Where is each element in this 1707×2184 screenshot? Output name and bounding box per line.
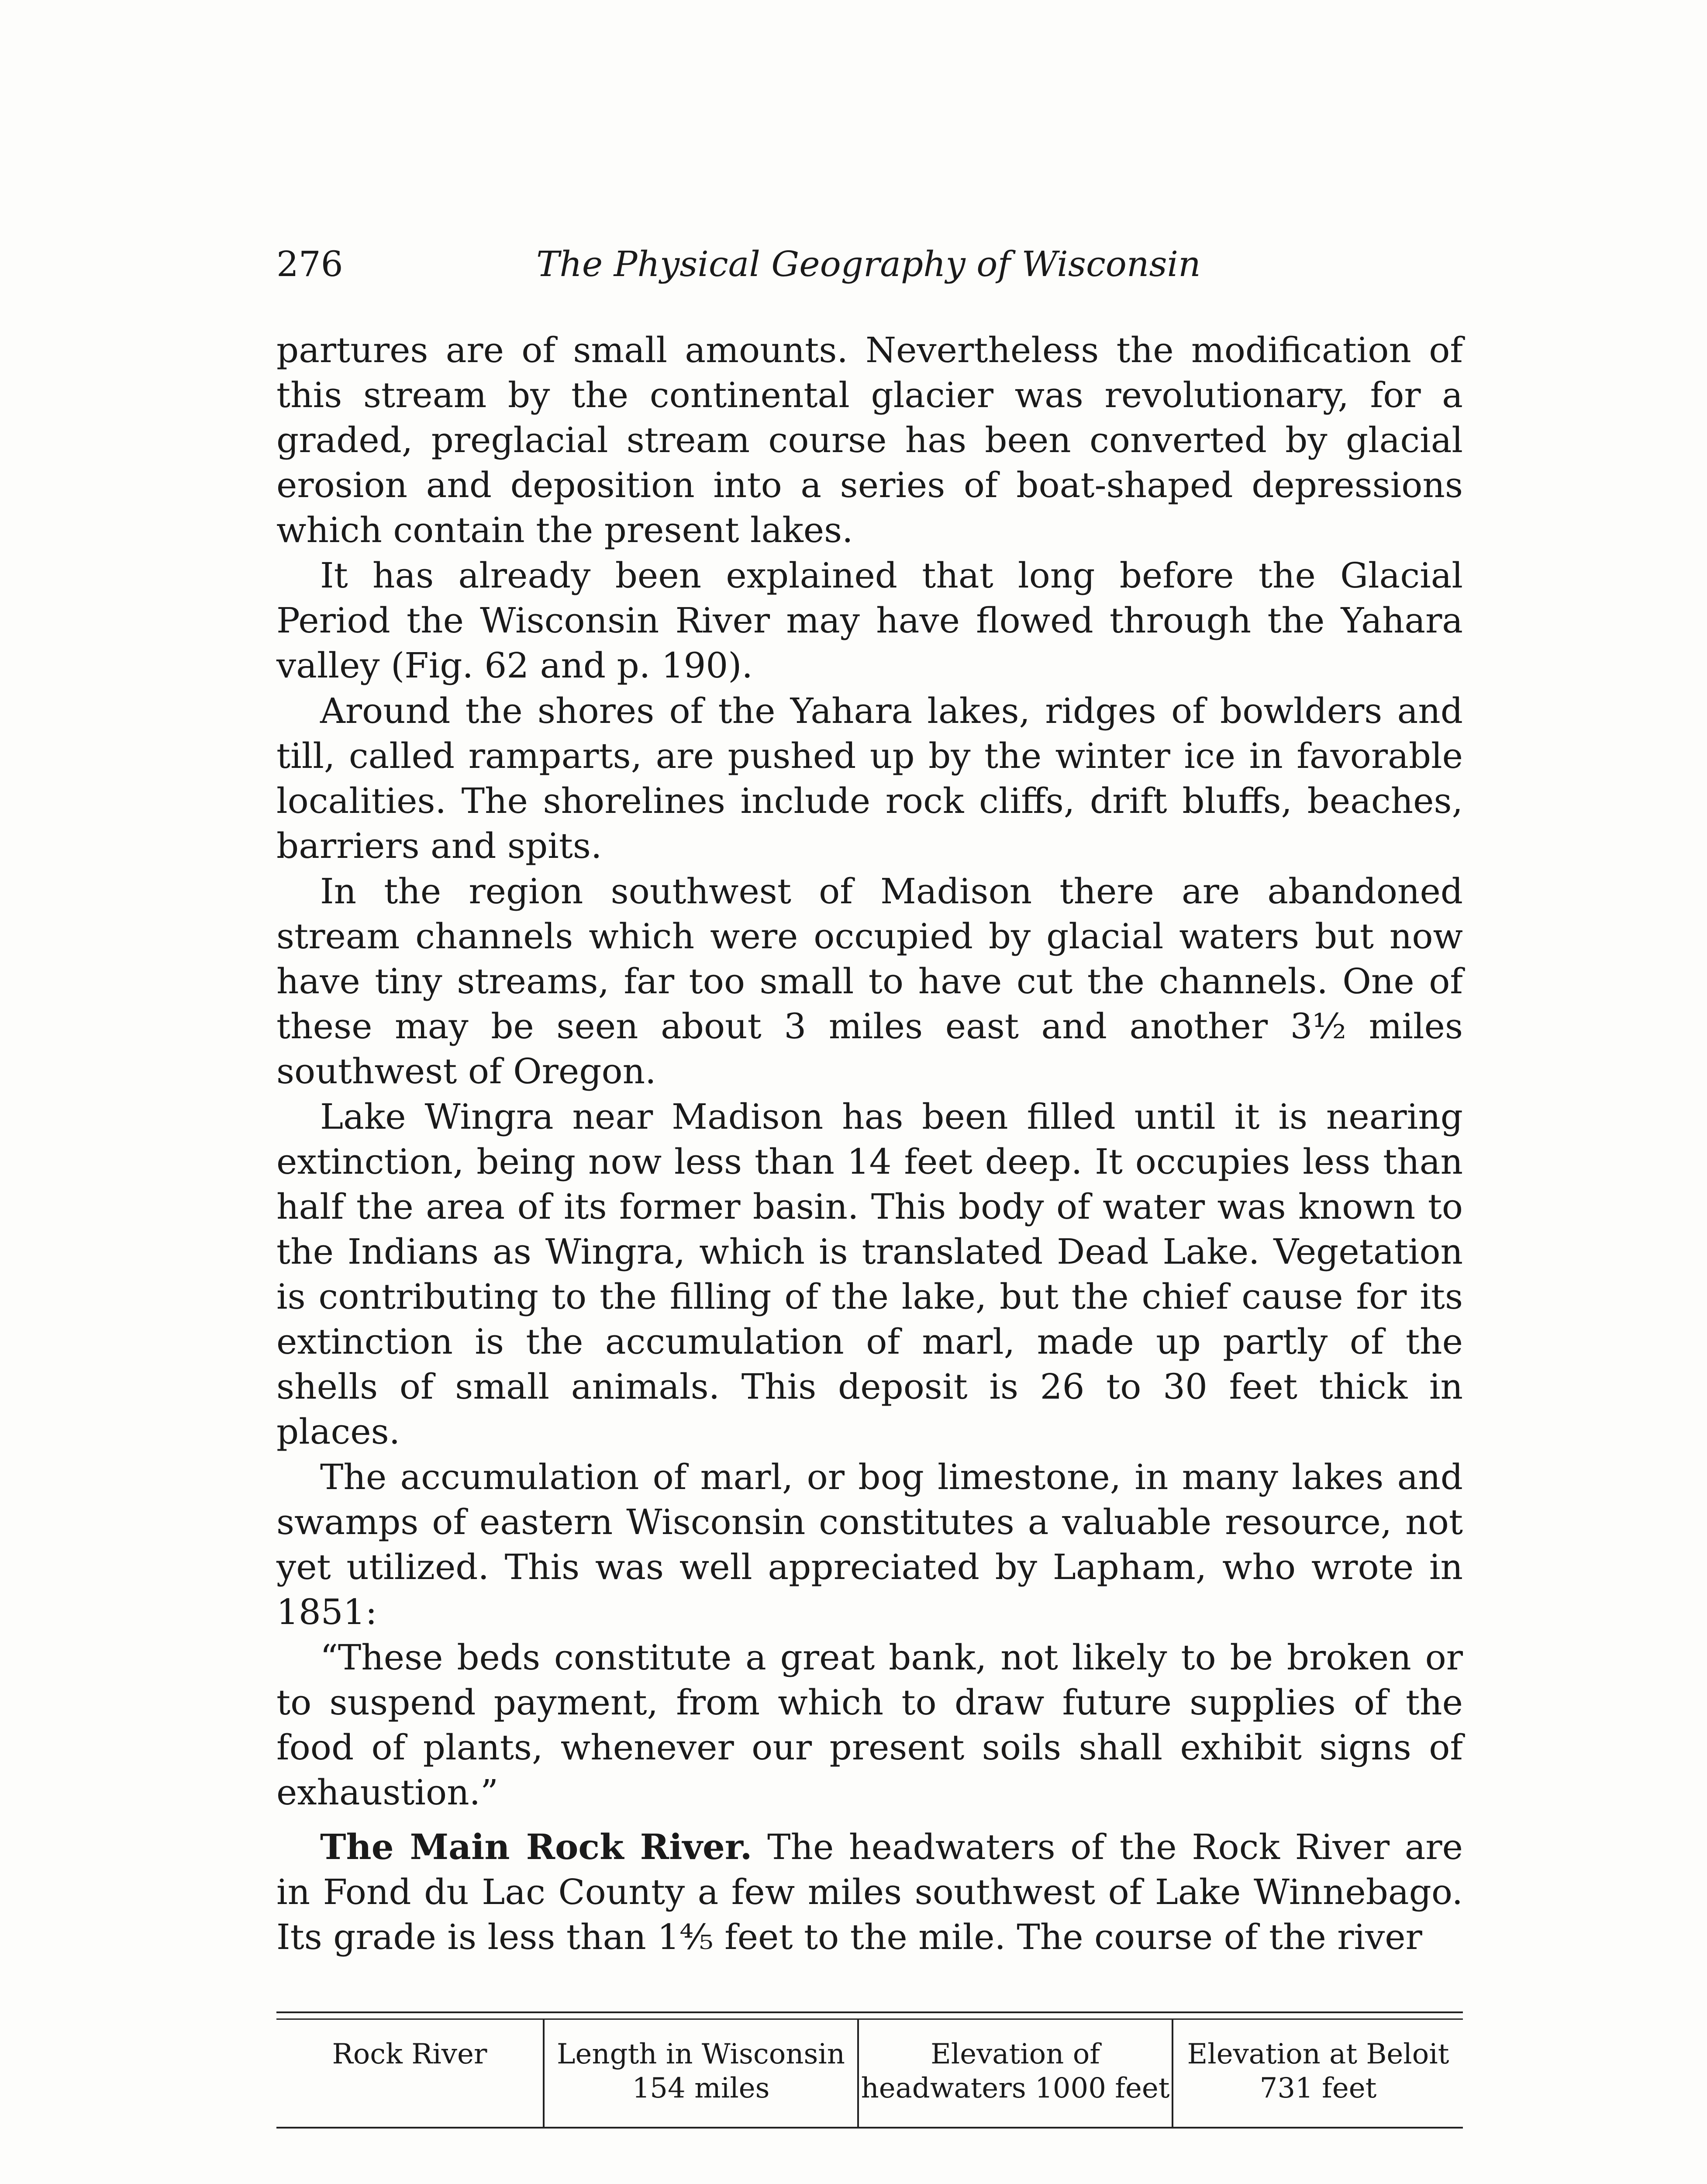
table-cell-length: Length in Wisconsin 154 miles xyxy=(543,2020,857,2127)
table-row xyxy=(276,2020,1463,2127)
table-top-rule xyxy=(276,2011,1463,2020)
body-text xyxy=(276,328,1463,1960)
page-number: 276 xyxy=(276,244,343,284)
paragraph: partures are of small amounts. Nevertheless the modification of this stream by the continental glacier was revolutionary, for a graded, preglacial stream course has been converted by glacial erosion and deposition into a series of boat-shaped depressions which contain the present lakes. xyxy=(276,330,1463,550)
table-bottom-rule xyxy=(276,2127,1463,2129)
running-title: The Physical Geography of Wisconsin xyxy=(536,244,1201,284)
section-paragraph xyxy=(276,1825,1463,1959)
section-heading: The Main Rock River. xyxy=(320,1826,752,1867)
paragraph: In the region southwest of Madison there are abandoned stream channels which were occupied by glacial waters but now have tiny streams, far too small to have cut the channels. One of these may be seen about 3 miles east and another 3½ miles southwest of Oregon. xyxy=(276,871,1463,1092)
paragraph: Around the shores of the Yahara lakes, ridges of bowlders and till, called ramparts, are pushed up by the winter ice in favorable localities. The shorelines include rock cliffs, drift bluffs, beaches, barriers and spits. xyxy=(276,691,1463,866)
quotation-paragraph: “These beds constitute a great bank, not likely to be broken or to suspend payment, from which to draw future supplies of the food of plants, whenever our present soils shall exhibit signs of exhaustion.” xyxy=(276,1637,1463,1813)
table-cell-headwaters-elevation: Elevation of headwaters 1000 feet xyxy=(857,2020,1172,2127)
paragraph: The accumulation of marl, or bog limestone, in many lakes and swamps of eastern Wisconsin constitutes a valuable resource, not yet utilized. This was well appreciated by Lapham, who wrote in 1851: xyxy=(276,1457,1463,1632)
table-cell-river: Rock River xyxy=(332,2038,487,2070)
paragraph: It has already been explained that long before the Glacial Period the Wisconsin River may have flowed through the Yahara valley (Fig. 62 and p. 190). xyxy=(276,555,1463,686)
river-data-table xyxy=(276,2011,1463,2129)
table-cell-beloit-elevation: Elevation at Beloit 731 feet xyxy=(1172,2020,1463,2127)
paragraph: Lake Wingra near Madison has been filled until it is nearing extinction, being now less than 14 feet deep. It occupies less than half the area of its former basin. This body of water was known to the Indians as Wingra, which is translated Dead Lake. Vegetation is contributing to the filling of the lake, but the chief cause for its extinction is the accumulation of marl, made up partly of the shells of small animals. This deposit is 26 to 30 feet thick in places. xyxy=(276,1096,1463,1452)
section-text: The headwaters of the Rock River are in Fond du Lac County a few miles southwest of Lake Winnebago. Its grade is less than 1⅘ feet to the mile. The course of the river xyxy=(276,1827,1463,1957)
page-header xyxy=(276,242,1463,299)
